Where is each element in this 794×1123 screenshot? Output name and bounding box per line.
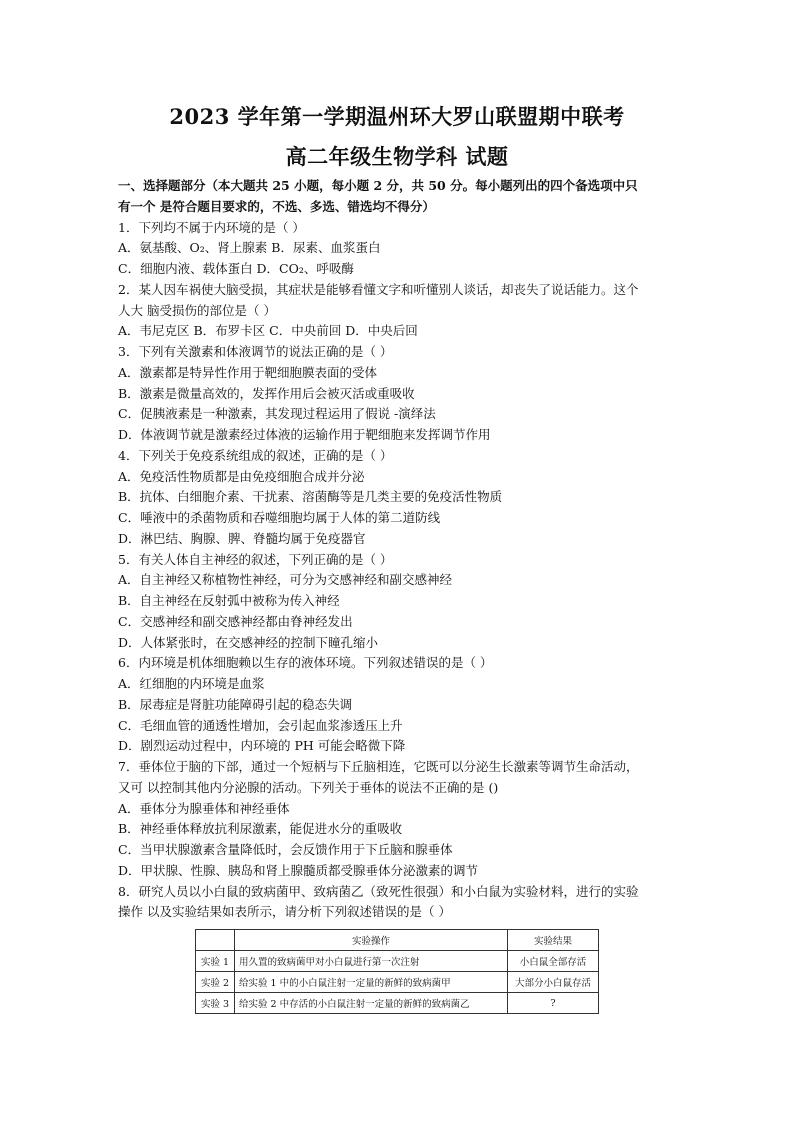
row-operation: 给实验 1 中的小白鼠注射一定量的新鲜的致病菌甲 — [235, 972, 508, 993]
q1-options-ab: A．氨基酸、O₂、肾上腺素 B．尿素、血浆蛋白 — [118, 240, 381, 256]
exam-subtitle: 高二年级生物学科 试题 — [285, 144, 509, 169]
q7-option-c: C．当甲状腺激素含量降低时，会反馈作用于下丘脑和腺垂体 — [118, 842, 453, 857]
q5-option-c: C．交感神经和副交感神经都由脊神经发出 — [118, 613, 353, 629]
q5-option-d: D．人体紧张时，在交感神经的控制下瞳孔缩小 — [118, 634, 379, 650]
question-7-cont: 又可 以控制其他内分泌腺的活动。下列关于垂体的说法不正确的是 () — [118, 779, 499, 795]
row-label: 实验 1 — [196, 951, 235, 972]
question-6: 6．内环境是机体细胞赖以生存的液体环境。下列叙述错误的是（ ） — [118, 655, 493, 671]
row-operation: 用久置的致病菌甲对小白鼠进行第一次注射 — [235, 951, 508, 972]
q4-option-b: B．抗体、白细胞介素、干扰素、溶菌酶等是几类主要的免疫活性物质 — [118, 489, 503, 505]
question-8: 8．研究人员以小白鼠的致病菌甲、致病菌乙（致死性很强）和小白鼠为实验材料，进行的实验 — [118, 883, 639, 899]
section-heading: 一、选择题部分（本大题共 25 小题，每小题 2 分，共 50 分。每小题列出的四个备选项中只 — [118, 178, 638, 193]
section-heading-cont: 有一个 是符合题目要求的，不选、多选、错选均不得分） — [118, 198, 435, 214]
q7-option-d: D．甲状腺、性腺、胰岛和肾上腺髓质都受腺垂体分泌激素的调节 — [118, 862, 479, 878]
question-5: 5．有关人体自主神经的叙述，下列正确的是（ ） — [118, 551, 393, 567]
question-1: 1．下列均不属于内环境的是（ ） — [118, 219, 305, 235]
q6-option-d: D．剧烈运动过程中，内环境的 PH 可能会略微下降 — [118, 738, 406, 754]
header-cell-operation: 实验操作 — [235, 930, 508, 951]
q3-option-d: D．体液调节就是激素经过体液的运输作用于靶细胞来发挥调节作用 — [118, 427, 491, 442]
question-4: 4．下列关于免疫系统组成的叙述，正确的是（ ） — [118, 447, 393, 463]
q7-option-b: B．神经垂体释放抗利尿激素，能促进水分的重吸收 — [118, 821, 403, 837]
row-result: ? — [508, 993, 599, 1014]
q1-options-cd: C．细胞内液、载体蛋白 D．CO₂、呼吸酶 — [118, 261, 354, 276]
row-label: 实验 3 — [196, 993, 235, 1014]
header-cell-result: 实验结果 — [508, 930, 599, 951]
table-row — [196, 993, 599, 1014]
q6-option-b: B．尿毒症是肾脏功能障碍引起的稳态失调 — [118, 696, 353, 712]
row-operation: 给实验 2 中存活的小白鼠注射一定量的新鲜的致病菌乙 — [235, 993, 508, 1014]
q4-option-d: D．淋巴结、胸腺、脾、脊髓均属于免疫器官 — [118, 530, 366, 546]
row-label: 实验 2 — [196, 972, 235, 993]
header-cell-blank — [196, 930, 235, 951]
question-7: 7．垂体位于脑的下部，通过一个短柄与下丘脑相连，它既可以分泌生长激素等调节生命活动， — [118, 759, 639, 774]
table-row — [196, 951, 599, 972]
q3-option-a: A．激素都是特异性作用于靶细胞膜表面的受体 — [118, 364, 378, 380]
q6-option-c: C．毛细血管的通透性增加，会引起血浆渗透压上升 — [118, 717, 403, 733]
q3-option-b: B．激素是微量高效的，发挥作用后会被灭活或重吸收 — [118, 385, 415, 401]
q2-options: A．韦尼克区 B．布罗卡区 C．中央前回 D．中央后回 — [118, 323, 418, 339]
question-8-cont: 操作 以及实验结果如表所示，请分析下列叙述错误的是（ ） — [118, 904, 451, 920]
table-row — [196, 972, 599, 993]
q4-option-c: C．唾液中的杀菌物质和吞噬细胞均属于人体的第二道防线 — [118, 510, 441, 525]
question-2-cont: 人大 脑受损伤的部位是（ ） — [118, 302, 276, 318]
question-2: 2．某人因车祸使大脑受损，其症状是能够看懂文字和听懂别人谈话，却丧失了说话能力。这个 — [118, 281, 639, 297]
q5-option-b: B．自主神经在反射弧中被称为传入神经 — [118, 593, 340, 608]
row-result: 大部分小白鼠存活 — [508, 972, 599, 993]
q5-option-a: A．自主神经又称植物性神经，可分为交感神经和副交感神经 — [118, 572, 453, 588]
question-body — [118, 176, 688, 923]
q4-option-a: A．免疫活性物质都是由免疫细胞合成并分泌 — [118, 468, 365, 484]
q3-option-c: C．促胰液素是一种激素，其发现过程运用了假说 -演绎法 — [118, 406, 436, 422]
q6-option-a: A．红细胞的内环境是血浆 — [118, 676, 265, 691]
experiment-table — [195, 929, 599, 1014]
row-result: 小白鼠全部存活 — [508, 951, 599, 972]
q7-option-a: A．垂体分为腺垂体和神经垂体 — [118, 800, 290, 816]
exam-title: 2023 学年第一学期温州环大罗山联盟期中联考 — [169, 104, 625, 129]
table-header-row — [196, 930, 599, 951]
question-3: 3．下列有关激素和体液调节的说法正确的是（ ） — [118, 344, 393, 359]
